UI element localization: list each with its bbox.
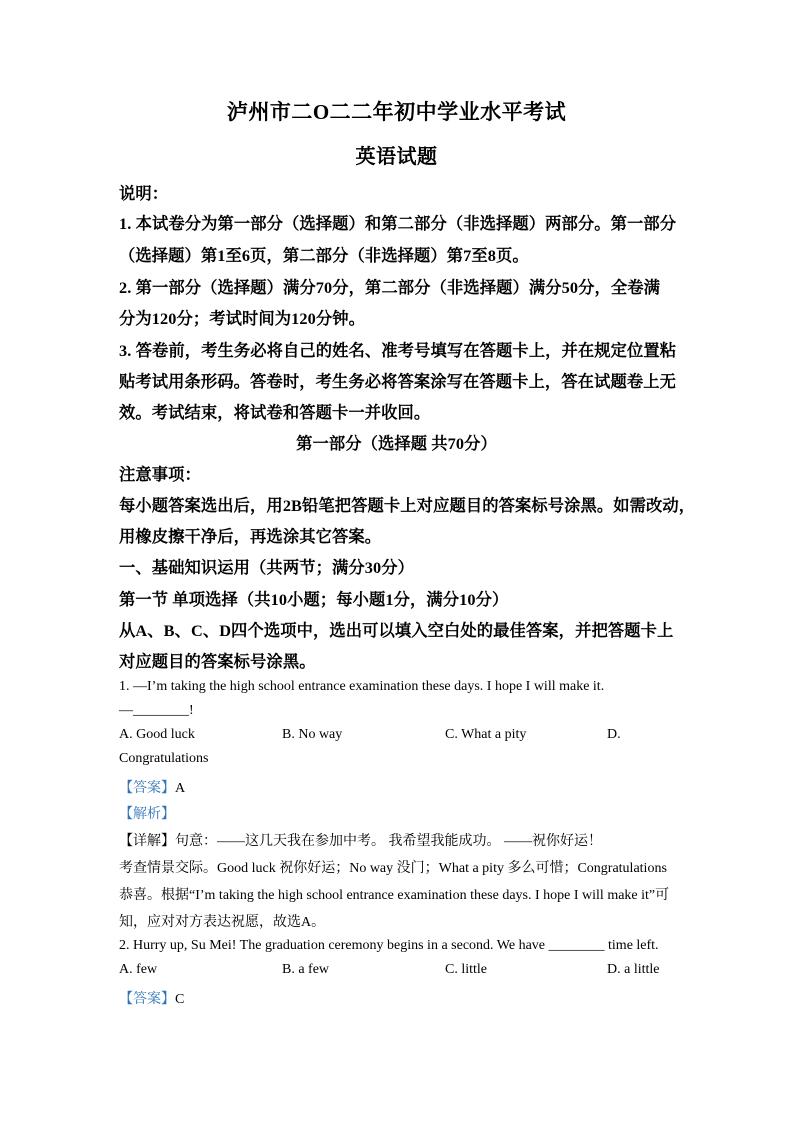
answer-value: C [175,992,185,1007]
q2-option-a: A. few [119,962,158,977]
q2-stem: 2. Hurry up, Su Mei! The graduation ceremony begins in a second. We have ________ time left. [119,938,659,953]
q2-option-b: B. a few [282,962,330,977]
instruction-line-2: （选择题）第1至6页，第二部分（非选择题）第7至8页。 [119,246,529,265]
instructions-label: 说明： [119,184,169,203]
answer-tag: 【答案】 [119,992,175,1007]
notice-line-2: 用橡皮擦干净后，再选涂其它答案。 [119,527,382,546]
exam-subtitle: 英语试题 [355,146,438,168]
directions-line-2: 对应题目的答案标号涂黑。 [119,652,316,671]
q1-detail-line-4: 知，应对对方表达祝愿，故选A。 [119,915,326,930]
answer-value: A [175,781,186,796]
section-heading: 一、基础知识运用（共两节；满分30分） [119,558,414,577]
subsection-heading: 第一节 单项选择（共10小题；每小题1分，满分10分） [119,590,509,609]
answer-tag: 【答案】 [119,781,175,796]
q1-option-b: B. No way [282,727,343,742]
q1-detail-line-1 [119,830,679,850]
q2-option-d: D. a little [607,962,660,977]
q2-options [119,962,679,982]
exam-title: 泸州市二O二二年初中学业水平考试 [226,100,567,124]
q1-option-a: A. Good luck [119,727,195,742]
q1-answer [119,777,679,797]
instruction-line-5: 3. 答卷前，考生务必将自己的姓名、准考号填写在答题卡上，并在规定位置粘 [119,341,677,360]
directions-line-1: 从A、B、C、D四个选项中，选出可以填入空白处的最佳答案，并把答题卡上 [119,621,674,640]
q2-option-c: C. little [445,962,487,977]
detail-tag: 【详解】 [119,834,175,849]
q1-options [119,727,679,747]
q1-detail-line-2: 考查情景交际。Good luck 祝你好运；No way 没门；What a pity 多么可惜；Congratulations [119,861,667,876]
instruction-line-3: 2. 第一部分（选择题）满分70分，第二部分（非选择题）满分50分，全卷满 [119,278,660,297]
detail-text: 句意：——这几天我在参加中考。 我希望我能成功。 ——祝你好运！ [175,834,602,849]
notice-label: 注意事项： [119,465,201,484]
instruction-line-4: 分为120分；考试时间为120分钟。 [119,309,366,328]
notice-line-1: 每小题答案选出后，用2B铅笔把答题卡上对应题目的答案标号涂黑。如需改动， [119,496,696,515]
instruction-line-7: 效。考试结束，将试卷和答题卡一并收回。 [119,403,431,422]
q1-option-c: C. What a pity [445,727,527,742]
q1-option-d: D. [607,727,621,742]
q1-stem-blank: —________! [119,703,194,718]
q2-answer [119,988,679,1008]
q1-stem: 1. —I’m taking the high school entrance examination these days. I hope I will make it. [119,679,605,694]
instruction-line-1: 1. 本试卷分为第一部分（选择题）和第二部分（非选择题）两部分。第一部分 [119,214,677,233]
q1-analysis-tag: 【解析】 [119,807,175,822]
part1-heading: 第一部分（选择题 共70分） [296,434,497,453]
instruction-line-6: 贴考试用条形码。答卷时，考生务必将答案涂写在答题卡上，答在试题卷上无 [119,372,676,391]
q1-detail-line-3: 恭喜。根据“I’m taking the high school entrance examination these days. I hope I will make it”可 [119,888,670,903]
q1-option-d-text: Congratulations [119,751,209,766]
